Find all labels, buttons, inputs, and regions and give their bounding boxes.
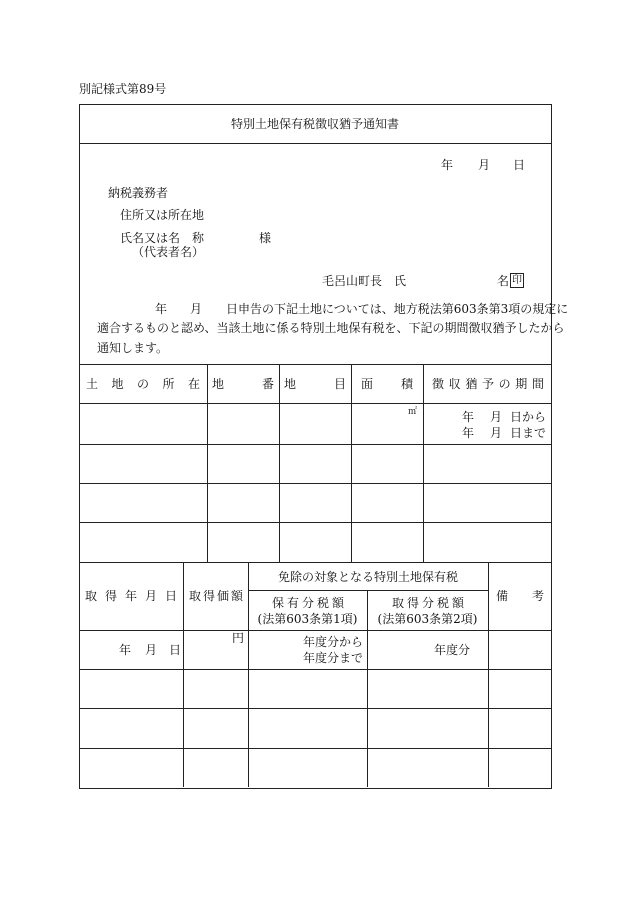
header-acquisition-price [189,589,243,603]
divider [79,444,551,445]
header-exempt-tax: 免除の対象となる特別土地保有税 [277,570,458,584]
header-char: 日 [164,589,177,603]
header-char: 年 [124,589,137,603]
address-label: 住所又は所在地 [120,208,205,222]
header-char: の [498,377,511,391]
divider [79,364,551,365]
header-char: 地 [111,377,124,391]
taxpayer-heading: 納税義務者 [108,186,169,200]
period-from-year: 年 [462,410,475,424]
body-year: 年 [155,302,168,316]
header-char: 予 [481,377,494,391]
header-lot-number [212,377,274,391]
issuer-name-suffix: 名 [497,274,510,288]
divider [79,403,551,404]
column-line [279,364,280,562]
period-to-day: 日まで [510,426,547,440]
header-char: 積 [400,377,413,391]
column-line [488,562,489,787]
period-from-month: 月 [490,410,503,424]
divider [248,590,488,591]
date-day: 日 [513,158,526,172]
header-char: 地 [212,377,225,391]
header-land-category [284,377,346,391]
header-acquisition-law: (法第603条第2項) [377,612,478,626]
header-char: 在 [187,377,200,391]
body-month: 月 [190,302,203,316]
header-char: 徴 [432,377,445,391]
header-char: 額 [331,596,344,610]
divider [79,669,551,670]
header-char: 所 [162,377,175,391]
body-line1: 日申告の下記土地については、地方税法第603条第3項の規定に [226,302,569,316]
header-char: 土 [86,377,99,391]
header-char: 取 [392,596,405,610]
header-char: 得 [104,589,117,603]
date-month: 月 [478,158,491,172]
issuer-title: 毛呂山町長 氏 [322,274,407,288]
acq-date-day: 日 [169,643,182,657]
header-char: 税 [436,596,449,610]
header-char: 額 [451,596,464,610]
fiscal-year-to: 年度分まで [303,651,364,665]
header-deferral-period [432,377,544,391]
header-area [361,377,413,391]
form-number: 別記様式第89号 [79,82,167,96]
representative-label: （代表者名） [132,245,205,259]
column-line [183,562,184,787]
column-line [351,364,352,562]
header-char: 考 [531,589,544,603]
header-char: 価 [216,589,229,603]
divider [79,522,551,523]
period-to-year: 年 [462,426,475,440]
period-from-day: 日から [510,410,547,424]
header-char: 得 [406,596,419,610]
acq-date-year: 年 [119,643,132,657]
fiscal-year-from: 年度分から [303,635,364,649]
divider [79,143,551,144]
header-char: 分 [421,596,434,610]
header-char: 分 [301,596,314,610]
divider [79,748,551,749]
header-char: 保 [272,596,285,610]
header-char: 取 [189,589,202,603]
header-char: 間 [531,377,544,391]
honorific: 様 [259,231,272,245]
header-acquisition-tax [392,596,464,610]
header-char: 取 [85,589,98,603]
acq-date-month: 月 [145,643,158,657]
area-unit: ㎡ [408,407,418,417]
document-title: 特別土地保有税徴収猶予通知書 [230,117,399,131]
divider [79,630,551,631]
header-char: 税 [316,596,329,610]
body-line3: 通知します。 [97,341,169,355]
name-label: 氏名又は名 称 [120,231,205,245]
header-char: の [136,377,149,391]
column-line [423,364,424,562]
header-char: 地 [284,377,297,391]
header-char: 額 [230,589,243,603]
form-frame [79,104,552,789]
header-char: 得 [202,589,215,603]
header-char: 備 [496,589,509,603]
yen-unit: 円 [232,631,245,645]
header-char: 目 [333,377,346,391]
header-char: 番 [261,377,274,391]
header-char: 猶 [465,377,478,391]
header-holding-tax [272,596,344,610]
date-year: 年 [441,158,454,172]
header-char: 収 [448,377,461,391]
header-char: 期 [515,377,528,391]
header-acquisition-date [85,589,177,603]
divider [79,562,551,563]
period-to-month: 月 [490,426,503,440]
divider [79,483,551,484]
seal-stamp: 印 [512,275,522,286]
header-location [86,377,200,391]
header-holding-law: (法第603条第1項) [257,612,358,626]
header-char: 面 [361,377,374,391]
fiscal-year: 年度分 [434,643,471,657]
divider [79,708,551,709]
body-line2: 適合するものと認め、当該土地に係る特別土地保有税を、下記の期間徴収猶予したから [97,321,565,335]
column-line [248,562,249,787]
column-line [207,364,208,562]
header-remarks [496,589,544,603]
header-char: 有 [286,596,299,610]
header-char: 月 [144,589,157,603]
